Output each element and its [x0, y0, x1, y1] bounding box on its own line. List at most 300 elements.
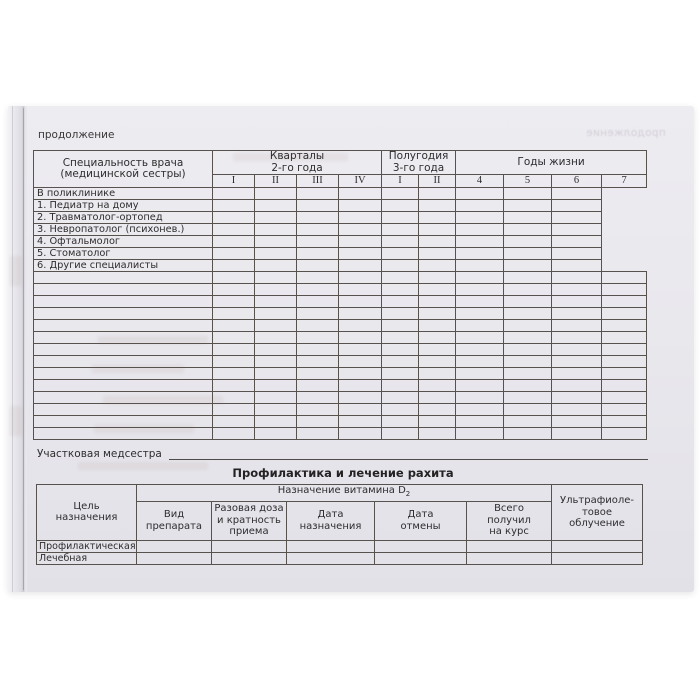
empty-cell	[504, 236, 552, 248]
empty-cell	[255, 236, 297, 248]
empty-visit-row	[34, 284, 647, 296]
empty-cell	[419, 212, 456, 224]
rickets-header-row-1	[37, 485, 643, 502]
empty-cell	[504, 380, 552, 392]
empty-cell	[255, 356, 297, 368]
empty-visit-row	[34, 404, 647, 416]
empty-cell	[213, 188, 255, 200]
empty-cell	[255, 392, 297, 404]
empty-cell	[255, 200, 297, 212]
goal-line1: Цель	[73, 500, 100, 512]
empty-cell	[382, 296, 419, 308]
hdr-line: приема	[229, 526, 269, 538]
empty-cell	[137, 540, 212, 552]
empty-cell	[255, 272, 297, 284]
empty-visit-row	[34, 380, 647, 392]
visit-row	[34, 248, 647, 260]
district-nurse-blank-line	[169, 448, 648, 460]
empty-cell	[552, 320, 602, 332]
empty-cell	[297, 404, 339, 416]
empty-cell	[297, 260, 339, 272]
halfyears-line1: Полугодия	[388, 150, 449, 162]
empty-cell	[382, 248, 419, 260]
empty-cell	[34, 392, 213, 404]
empty-cell	[382, 260, 419, 272]
empty-cell	[297, 416, 339, 428]
halfyears-line2: 3-го года	[392, 161, 445, 174]
hdr-line: Вид	[163, 509, 185, 520]
empty-cell	[255, 188, 297, 200]
empty-cell	[419, 272, 456, 284]
halfyear-col-header: I	[382, 175, 419, 188]
empty-cell	[552, 540, 643, 552]
empty-cell	[382, 416, 419, 428]
empty-cell	[419, 320, 456, 332]
empty-cell	[382, 356, 419, 368]
halfyears-group-header	[382, 151, 456, 175]
empty-cell	[552, 236, 602, 248]
years-group-header: Годы жизни	[456, 151, 647, 175]
empty-cell	[255, 368, 297, 380]
empty-cell	[34, 296, 213, 308]
empty-cell	[504, 416, 552, 428]
specialty-header-line2: (медицинской сестры)	[60, 168, 186, 180]
empty-cell	[552, 380, 602, 392]
empty-cell	[34, 272, 213, 284]
empty-cell	[602, 308, 647, 320]
empty-cell	[602, 344, 647, 356]
empty-cell	[34, 320, 213, 332]
empty-cell	[456, 200, 504, 212]
empty-cell	[419, 236, 456, 248]
year-col-header: 4	[456, 175, 504, 188]
empty-cell	[213, 284, 255, 296]
empty-cell	[339, 260, 382, 272]
empty-cell	[297, 248, 339, 260]
empty-visit-row	[34, 416, 647, 428]
row-label: 6. Другие специалисты	[34, 260, 213, 272]
year-col-header: 7	[602, 175, 647, 188]
empty-cell	[456, 416, 504, 428]
total-course-header	[467, 501, 552, 540]
empty-cell	[419, 416, 456, 428]
empty-cell	[419, 188, 456, 200]
uv-line1: Ультрафиоле-	[560, 495, 635, 506]
empty-cell	[456, 356, 504, 368]
row-label: Профилактическая	[37, 540, 137, 552]
hdr-line: Разовая доза	[214, 503, 284, 515]
visit-row	[34, 200, 647, 212]
dose-header	[212, 501, 287, 540]
show-through-text: продолжение	[586, 127, 666, 139]
empty-cell	[287, 552, 375, 564]
empty-cell	[456, 380, 504, 392]
empty-cell	[456, 248, 504, 260]
empty-cell	[602, 392, 647, 404]
empty-cell	[213, 416, 255, 428]
empty-visit-row	[34, 356, 647, 368]
page-edge-stack	[8, 106, 27, 592]
empty-cell	[255, 248, 297, 260]
empty-cell	[212, 540, 287, 552]
empty-cell	[213, 200, 255, 212]
empty-cell	[255, 260, 297, 272]
empty-cell	[297, 212, 339, 224]
empty-cell	[34, 404, 213, 416]
empty-cell	[339, 380, 382, 392]
empty-cell	[467, 552, 552, 564]
empty-cell	[419, 428, 456, 440]
rickets-section-title: Профилактика и лечение рахита	[232, 466, 454, 480]
empty-cell	[602, 356, 647, 368]
row-label: 3. Невропатолог (психонев.)	[34, 224, 213, 236]
empty-cell	[297, 332, 339, 344]
empty-cell	[339, 344, 382, 356]
row-label: 1. Педиатр на дому	[34, 200, 213, 212]
hdr-line: препарата	[145, 520, 203, 532]
empty-cell	[552, 188, 602, 200]
empty-cell	[34, 416, 213, 428]
hdr-line: Всего	[494, 503, 524, 515]
empty-cell	[504, 320, 552, 332]
empty-cell	[213, 380, 255, 392]
group-header-row	[34, 151, 647, 175]
row-label: Лечебная	[37, 552, 137, 564]
quarter-col-header: IV	[339, 175, 382, 188]
empty-cell	[297, 200, 339, 212]
empty-cell	[339, 248, 382, 260]
empty-cell	[213, 332, 255, 344]
empty-cell	[552, 416, 602, 428]
empty-cell	[297, 284, 339, 296]
empty-cell	[297, 308, 339, 320]
empty-cell	[34, 284, 213, 296]
empty-cell	[255, 320, 297, 332]
empty-visit-row	[34, 332, 647, 344]
start-date-header	[287, 501, 375, 540]
empty-cell	[382, 344, 419, 356]
empty-cell	[419, 200, 456, 212]
empty-cell	[34, 380, 213, 392]
empty-visit-row	[34, 392, 647, 404]
page-edge-line	[23, 108, 24, 590]
empty-cell	[382, 272, 419, 284]
empty-cell	[456, 392, 504, 404]
visit-row	[34, 236, 647, 248]
empty-cell	[504, 368, 552, 380]
visit-row	[34, 260, 647, 272]
empty-cell	[339, 428, 382, 440]
empty-cell	[552, 392, 602, 404]
empty-cell	[419, 260, 456, 272]
empty-cell	[34, 344, 213, 356]
empty-cell	[339, 308, 382, 320]
empty-cell	[602, 428, 647, 440]
district-nurse-label: Участковая медсестра	[37, 448, 162, 460]
uv-line3: облучение	[569, 518, 625, 529]
specialist-visits-table	[33, 150, 647, 440]
empty-cell	[552, 284, 602, 296]
empty-cell	[382, 188, 419, 200]
empty-cell	[456, 368, 504, 380]
empty-cell	[419, 332, 456, 344]
empty-cell	[375, 540, 467, 552]
empty-cell	[297, 368, 339, 380]
empty-cell	[552, 428, 602, 440]
empty-cell	[382, 200, 419, 212]
empty-cell	[137, 552, 212, 564]
rickets-table	[36, 484, 643, 565]
empty-cell	[602, 332, 647, 344]
empty-cell	[552, 272, 602, 284]
year-col-header: 5	[504, 175, 552, 188]
empty-cell	[339, 416, 382, 428]
empty-cell	[213, 260, 255, 272]
empty-cell	[382, 332, 419, 344]
empty-cell	[297, 224, 339, 236]
hdr-line: и кратность	[217, 514, 281, 526]
empty-cell	[552, 368, 602, 380]
goal-line2: назначения	[55, 512, 118, 524]
empty-cell	[34, 428, 213, 440]
empty-cell	[552, 248, 602, 260]
empty-cell	[602, 284, 647, 296]
empty-cell	[382, 380, 419, 392]
empty-cell	[419, 380, 456, 392]
empty-cell	[456, 260, 504, 272]
empty-cell	[602, 368, 647, 380]
empty-cell	[213, 236, 255, 248]
vitamin-subscript: 2	[405, 490, 411, 498]
visit-row	[34, 224, 647, 236]
row-label: В поликлинике	[34, 188, 213, 200]
empty-cell	[213, 296, 255, 308]
empty-cell	[339, 404, 382, 416]
empty-cell	[255, 308, 297, 320]
empty-cell	[212, 552, 287, 564]
empty-cell	[255, 344, 297, 356]
drug-type-header	[137, 501, 212, 540]
empty-cell	[504, 212, 552, 224]
empty-cell	[456, 236, 504, 248]
empty-cell	[419, 284, 456, 296]
empty-visit-row	[34, 368, 647, 380]
empty-cell	[456, 320, 504, 332]
empty-cell	[419, 344, 456, 356]
empty-cell	[467, 540, 552, 552]
empty-cell	[504, 224, 552, 236]
specialty-header-cell	[34, 151, 213, 188]
vitamin-label: Назначение витамина D	[277, 485, 406, 496]
empty-cell	[213, 404, 255, 416]
row-label: 5. Стоматолог	[34, 248, 213, 260]
empty-visit-row	[34, 296, 647, 308]
empty-cell	[255, 224, 297, 236]
empty-cell	[504, 308, 552, 320]
vitamin-group-header	[137, 485, 552, 502]
empty-cell	[419, 296, 456, 308]
empty-cell	[552, 224, 602, 236]
empty-cell	[504, 188, 552, 200]
empty-cell	[552, 308, 602, 320]
empty-cell	[255, 296, 297, 308]
empty-cell	[255, 428, 297, 440]
rickets-row	[37, 540, 643, 552]
empty-cell	[419, 356, 456, 368]
empty-cell	[504, 428, 552, 440]
empty-cell	[255, 416, 297, 428]
quarters-group-header	[213, 151, 382, 175]
hdr-line: получил	[487, 514, 531, 526]
empty-cell	[255, 404, 297, 416]
empty-cell	[287, 540, 375, 552]
empty-cell	[339, 332, 382, 344]
empty-cell	[297, 380, 339, 392]
empty-cell	[213, 212, 255, 224]
empty-cell	[34, 332, 213, 344]
empty-cell	[504, 260, 552, 272]
quarters-line1: Кварталы	[269, 150, 325, 162]
empty-cell	[504, 332, 552, 344]
empty-cell	[552, 212, 602, 224]
empty-cell	[213, 392, 255, 404]
empty-cell	[456, 224, 504, 236]
empty-cell	[552, 296, 602, 308]
uv-line2: товое	[581, 506, 613, 518]
empty-cell	[456, 428, 504, 440]
empty-cell	[339, 224, 382, 236]
hdr-line: Дата	[407, 509, 434, 520]
page-edge-line	[12, 106, 13, 592]
empty-cell	[297, 392, 339, 404]
quarter-col-header: III	[297, 175, 339, 188]
row-label: 4. Офтальмолог	[34, 236, 213, 248]
empty-cell	[504, 272, 552, 284]
empty-cell	[382, 368, 419, 380]
empty-cell	[339, 368, 382, 380]
empty-cell	[339, 284, 382, 296]
empty-cell	[382, 320, 419, 332]
empty-cell	[419, 404, 456, 416]
empty-cell	[456, 188, 504, 200]
quarter-col-header: II	[255, 175, 297, 188]
empty-cell	[456, 344, 504, 356]
empty-cell	[602, 296, 647, 308]
empty-cell	[382, 284, 419, 296]
empty-cell	[297, 344, 339, 356]
empty-cell	[456, 212, 504, 224]
empty-cell	[552, 356, 602, 368]
empty-cell	[339, 296, 382, 308]
empty-cell	[213, 224, 255, 236]
hdr-line: назначения	[299, 520, 362, 532]
empty-cell	[339, 200, 382, 212]
empty-cell	[456, 272, 504, 284]
empty-cell	[552, 260, 602, 272]
halfyear-col-header: II	[419, 175, 456, 188]
empty-visit-row	[34, 428, 647, 440]
empty-cell	[34, 308, 213, 320]
row-label: 2. Травматолог-ортопед	[34, 212, 213, 224]
empty-cell	[602, 272, 647, 284]
empty-cell	[382, 212, 419, 224]
empty-cell	[602, 380, 647, 392]
empty-cell	[375, 552, 467, 564]
empty-cell	[213, 320, 255, 332]
visit-row	[34, 212, 647, 224]
empty-cell	[255, 284, 297, 296]
empty-cell	[255, 212, 297, 224]
empty-cell	[504, 392, 552, 404]
empty-cell	[504, 296, 552, 308]
empty-cell	[456, 296, 504, 308]
empty-cell	[602, 404, 647, 416]
empty-cell	[34, 356, 213, 368]
empty-cell	[255, 380, 297, 392]
empty-cell	[213, 344, 255, 356]
empty-cell	[552, 404, 602, 416]
rickets-row	[37, 552, 643, 564]
empty-cell	[504, 248, 552, 260]
uv-header-cell	[552, 485, 643, 541]
end-date-header	[375, 501, 467, 540]
empty-cell	[213, 272, 255, 284]
goal-header-cell	[37, 485, 137, 541]
empty-cell	[382, 236, 419, 248]
empty-cell	[504, 356, 552, 368]
empty-cell	[297, 320, 339, 332]
visit-row	[34, 188, 647, 200]
quarter-col-header: I	[213, 175, 255, 188]
empty-cell	[456, 332, 504, 344]
empty-cell	[213, 356, 255, 368]
empty-cell	[339, 356, 382, 368]
empty-visit-row	[34, 344, 647, 356]
continuation-label: продолжение	[38, 129, 115, 141]
specialty-header-line1: Специальность врача	[62, 156, 184, 169]
empty-cell	[382, 224, 419, 236]
empty-cell	[339, 392, 382, 404]
empty-cell	[419, 392, 456, 404]
empty-cell	[419, 248, 456, 260]
empty-cell	[602, 416, 647, 428]
empty-cell	[552, 332, 602, 344]
empty-cell	[339, 236, 382, 248]
empty-cell	[213, 308, 255, 320]
empty-visit-row	[34, 272, 647, 284]
empty-cell	[339, 188, 382, 200]
hdr-line: на курс	[489, 526, 529, 538]
empty-cell	[456, 284, 504, 296]
empty-cell	[552, 344, 602, 356]
empty-cell	[297, 188, 339, 200]
empty-cell	[382, 428, 419, 440]
empty-visit-row	[34, 308, 647, 320]
hdr-line: Дата	[317, 509, 344, 520]
empty-cell	[297, 296, 339, 308]
empty-cell	[504, 344, 552, 356]
empty-cell	[419, 308, 456, 320]
empty-cell	[504, 200, 552, 212]
empty-cell	[419, 368, 456, 380]
empty-cell	[297, 272, 339, 284]
empty-cell	[297, 356, 339, 368]
hdr-line: отмены	[400, 520, 441, 532]
empty-cell	[382, 404, 419, 416]
empty-cell	[552, 552, 643, 564]
empty-cell	[382, 308, 419, 320]
empty-cell	[255, 332, 297, 344]
